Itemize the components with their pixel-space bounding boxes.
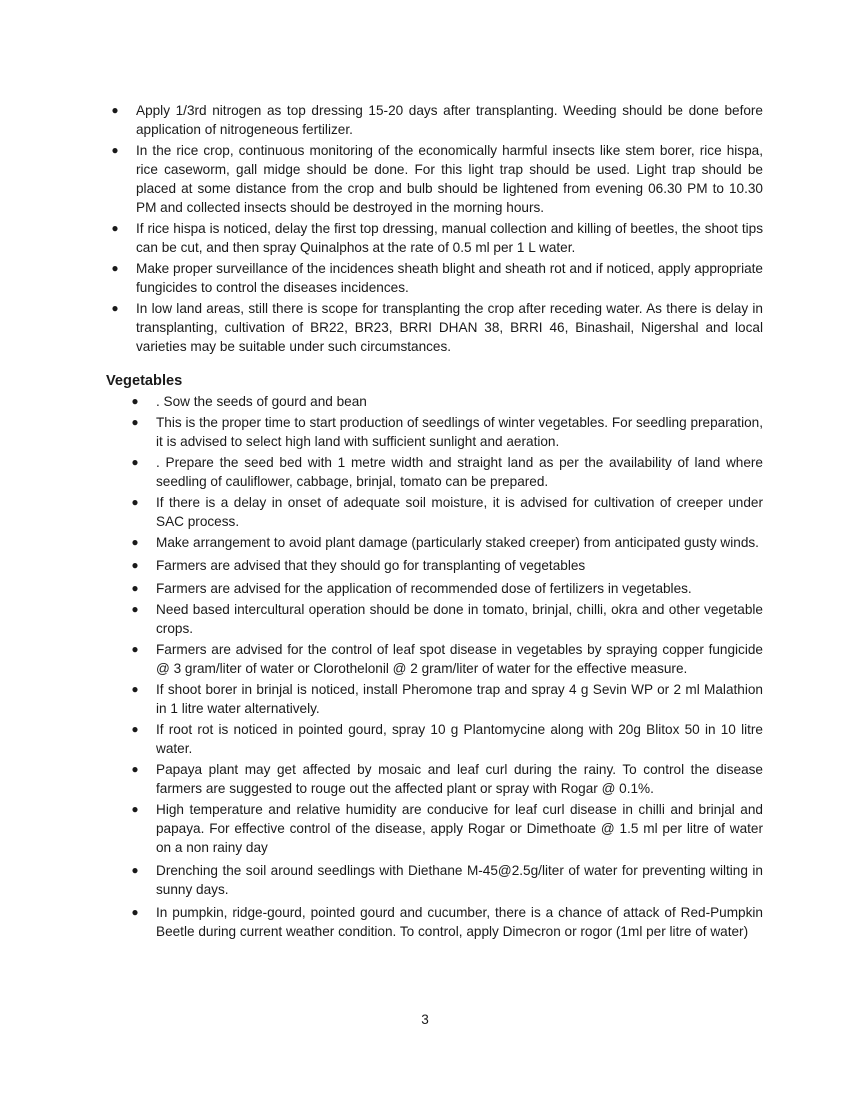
list-item: ● Farmers are advised for the control of leaf spot disease in vegetables by spraying copper fungicide @ 3 gram/liter of water or Clorothelonil @ 2 gram/liter of water for the effective measure. [128, 640, 763, 678]
bullet-icon: ● [131, 722, 139, 736]
list-item: ● This is the proper time to start production of seedlings of winter vegetables. For seedling preparation, it is advised to select high land with sufficient sunlight and aeration. [128, 413, 763, 451]
bullet-icon: ● [131, 581, 139, 595]
bullet-icon: ● [131, 535, 139, 549]
bullet-icon: ● [131, 802, 139, 816]
bullet-icon: ● [111, 261, 119, 275]
bullet-icon: ● [131, 642, 139, 656]
list-item: ● Papaya plant may get affected by mosaic and leaf curl during the rainy. To control the disease farmers are suggested to rouge out the affected plant or spray with Rogar @ 0.1%. [128, 760, 763, 798]
bullet-icon: ● [131, 394, 139, 408]
bullet-icon: ● [111, 143, 119, 157]
list-item: ● . Sow the seeds of gourd and bean [128, 392, 763, 411]
bullet-icon: ● [131, 762, 139, 776]
bullet-icon: ● [131, 602, 139, 616]
page-number: 3 [421, 1012, 429, 1027]
bullet-icon: ● [131, 558, 139, 572]
list-item: ● In the rice crop, continuous monitoring of the economically harmful insects like stem borer, rice hispa, rice caseworm, gall midge should be done. For this light trap should be used. Light trap should be placed at some distance from the crop and bulb should be lightened from evening 06.30 PM to 10.30 PM and collected insects should be destroyed in the morning hours. [108, 141, 763, 217]
list-item: ● Apply 1/3rd nitrogen as top dressing 15-20 days after transplanting. Weeding should be done before application of nitrogeneous fertilizer. [108, 101, 763, 139]
bullet-icon: ● [131, 455, 139, 469]
bullet-icon: ● [131, 905, 139, 919]
list-item: ● If rice hispa is noticed, delay the first top dressing, manual collection and killing of beetles, the shoot tips can be cut, and then spray Quinalphos at the rate of 0.5 ml per 1 L water. [108, 219, 763, 257]
bullet-icon: ● [131, 682, 139, 696]
vegetables-advisory-list [128, 392, 763, 943]
list-item: ● Make arrangement to avoid plant damage (particularly staked creeper) from anticipated gusty winds. [128, 533, 763, 552]
list-item: ● Farmers are advised for the application of recommended dose of fertilizers in vegetables. [128, 579, 763, 598]
list-item: ● Farmers are advised that they should go for transplanting of vegetables [128, 556, 763, 575]
bullet-icon: ● [131, 863, 139, 877]
list-item: ● Drenching the soil around seedlings with Diethane M-45@2.5g/liter of water for preventing wilting in sunny days. [128, 861, 763, 899]
list-item: ● If root rot is noticed in pointed gourd, spray 10 g Plantomycine along with 20g Blitox 50 in 10 litre water. [128, 720, 763, 758]
bullet-icon: ● [111, 301, 119, 315]
list-item: ● If there is a delay in onset of adequate soil moisture, it is advised for cultivation of creeper under SAC process. [128, 493, 763, 531]
bullet-icon: ● [111, 103, 119, 117]
rice-advisory-list [108, 101, 763, 358]
list-item: ● . Prepare the seed bed with 1 metre width and straight land as per the availability of land where seedling of cauliflower, cabbage, brinjal, tomato can be prepared. [128, 453, 763, 491]
list-item: ● In low land areas, still there is scope for transplanting the crop after receding water. As there is delay in transplanting, cultivation of BR22, BR23, BRRI DHAN 38, BRRI 46, Binashail, Nigershal and local varieties may be suitable under such circumstances. [108, 299, 763, 356]
list-item: ● High temperature and relative humidity are conducive for leaf curl disease in chilli and brinjal and papaya. For effective control of the disease, apply Rogar or Dimethoate @ 1.5 ml per litre of water on a non rainy day [128, 800, 763, 857]
list-item: ● Make proper surveillance of the incidences sheath blight and sheath rot and if noticed, apply appropriate fungicides to control the diseases incidences. [108, 259, 763, 297]
section-heading-vegetables: Vegetables [106, 373, 183, 389]
list-item: ● Need based intercultural operation should be done in tomato, brinjal, chilli, okra and other vegetable crops. [128, 600, 763, 638]
bullet-icon: ● [131, 495, 139, 509]
list-item: ● If shoot borer in brinjal is noticed, install Pheromone trap and spray 4 g Sevin WP or 2 ml Malathion in 1 litre water alternatively. [128, 680, 763, 718]
bullet-icon: ● [131, 415, 139, 429]
list-item: ● In pumpkin, ridge-gourd, pointed gourd and cucumber, there is a chance of attack of Red-Pumpkin Beetle during current weather condition. To control, apply Dimecron or rogor (1ml per litre of water) [128, 903, 763, 941]
bullet-icon: ● [111, 221, 119, 235]
